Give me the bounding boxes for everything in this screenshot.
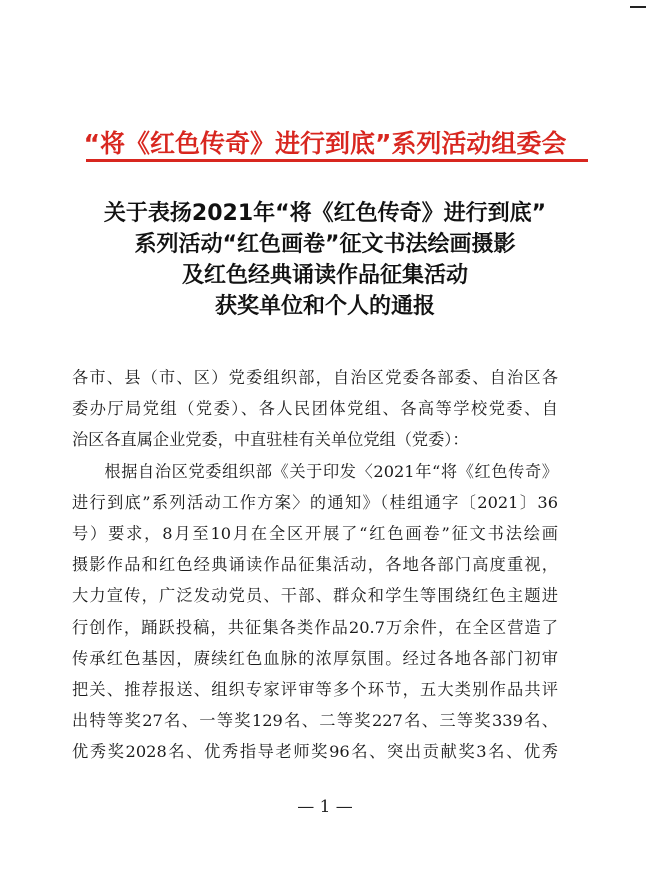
paragraph-line: 把关、推荐报送、组织专家评审等多个环节，五大类别作品共评 — [72, 680, 558, 700]
organization-header: “将《红色传奇》进行到底”系列活动组委会 — [83, 129, 567, 158]
red-divider-line — [86, 159, 588, 162]
paragraph-line: 根据自治区党委组织部《关于印发〈2021年“将《红色传奇》 — [104, 461, 558, 481]
page-number: — 1 — — [297, 797, 353, 817]
salutation-line: 治区各直属企业党委，中直驻桂有关单位党组（党委）： — [72, 430, 469, 450]
corner-mark — [630, 6, 646, 8]
document-title — [40, 198, 610, 322]
salutation-line: 委办厅局党组（党委）、各人民团体党组、各高等学校党委、自 — [72, 399, 558, 419]
paragraph-line: 号）要求，8月至10月在全区开展了“红色画卷”征文书法绘画 — [72, 524, 558, 544]
document-body — [72, 362, 558, 768]
title-line: 获奖单位和个人的通报 — [214, 294, 435, 319]
paragraph-line: 传承红色基因，赓续红色血脉的浓厚氛围。经过各地各部门初审 — [72, 648, 558, 668]
title-line: 关于表扬2021年“将《红色传奇》进行到底” — [103, 201, 547, 226]
paragraph-line: 大力宣传，广泛发动党员、干部、群众和学生等围绕红色主题进 — [72, 586, 558, 606]
paragraph-line: 出特等奖27名、一等奖129名、二等奖227名、三等奖339名、 — [72, 711, 558, 731]
paragraph-line: 摄影作品和红色经典诵读作品征集活动，各地各部门高度重视， — [72, 555, 558, 575]
paragraph-line: 进行到底”系列活动工作方案〉的通知》（桂组通字〔2021〕36 — [72, 492, 558, 512]
title-line: 及红色经典诵读作品征集活动 — [181, 263, 468, 288]
paragraph-line: 行创作，踊跃投稿，共征集各类作品20.7万余件，在全区营造了 — [72, 617, 558, 637]
title-line: 系列活动“红色画卷”征文书法绘画摄影 — [134, 232, 516, 257]
salutation-line: 各市、县（市、区）党委组织部，自治区党委各部委、自治区各 — [72, 368, 558, 387]
paragraph-line: 优秀奖2028名、优秀指导老师奖96名、突出贡献奖3名、优秀 — [72, 742, 558, 762]
